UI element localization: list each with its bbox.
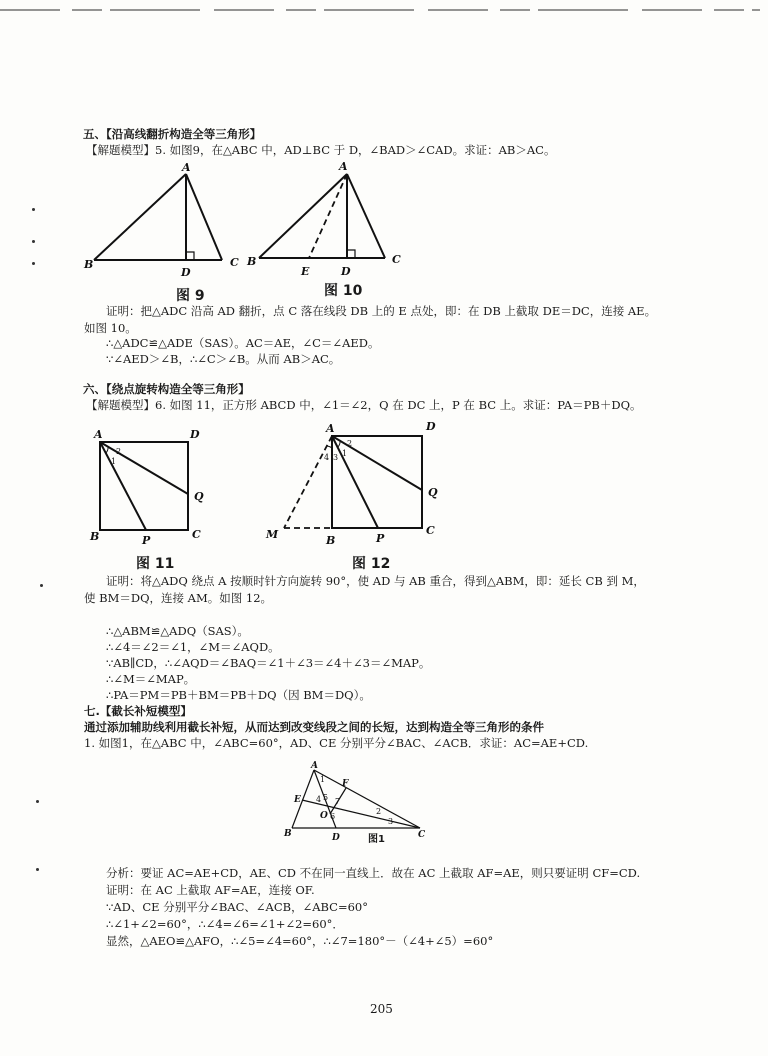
section6-proof-7: ∴PA＝PM＝PB＋BM＝PB＋DQ（因 BM＝DQ）。: [106, 688, 371, 702]
scan-mark: [36, 868, 39, 871]
label-D: D: [332, 833, 340, 843]
angle-2: 2: [347, 439, 353, 448]
section5-proof-1: 证明：把△ADC 沿高 AD 翻折，点 C 落在线段 DB 上的 E 点处，即：在 DB 上截取 DE＝DC，连接 AE。: [106, 304, 657, 318]
section7-proof-2: ∵AD、CE 分别平分∠BAC、∠ACB，∠ABC=60°: [106, 900, 368, 914]
figure-12: [262, 416, 452, 551]
label-A: A: [311, 761, 318, 771]
label-D: D: [181, 266, 191, 279]
angle-5: 5: [323, 793, 329, 802]
scan-mark: [32, 208, 35, 211]
figure-11: [84, 420, 214, 550]
label-A: A: [94, 428, 103, 441]
angle-3: 3: [333, 453, 339, 462]
label-C: C: [426, 524, 435, 537]
label-A: A: [182, 161, 191, 174]
label-D: D: [341, 265, 351, 278]
angle-2: 2: [116, 447, 122, 456]
angle-6: 6: [330, 812, 336, 821]
section7-analysis: 分析：要证 AC=AE+CD，AE、CD 不在同一直线上．故在 AC 上截取 AF=AE，则只要证明 CF=CD.: [106, 866, 641, 880]
scan-mark: [32, 240, 35, 243]
top-border-dashes: [0, 6, 768, 14]
scan-mark: [36, 800, 39, 803]
label-Q: Q: [428, 486, 438, 499]
label-C: C: [192, 528, 201, 541]
label-M: M: [266, 528, 279, 541]
figure-1: [280, 762, 440, 852]
scan-mark: [32, 262, 35, 265]
fig9-caption: 图 9: [176, 288, 205, 304]
scan-mark: [40, 584, 43, 587]
fig11-caption: 图 11: [136, 556, 175, 572]
section6-proof-4: ∴∠4＝∠2＝∠1，∠M＝∠AQD。: [106, 640, 280, 654]
section7-problem: 1. 如图1，在△ABC 中，∠ABC=60°，AD、CE 分别平分∠BAC、∠ACB．求证：AC=AE+CD.: [84, 736, 589, 750]
section5-proof-3: ∴△ADC≌△ADE（SAS）。AC＝AE，∠C＝∠AED。: [106, 336, 380, 350]
fig12-caption: 图 12: [352, 556, 391, 572]
fig10-caption: 图 10: [324, 283, 363, 299]
section5-proof-2: 如图 10。: [84, 321, 137, 335]
angle-4: 4: [324, 453, 330, 462]
label-F: F: [342, 779, 349, 789]
angle-4: 4: [316, 795, 322, 804]
angle-2: 2: [376, 807, 382, 816]
label-A: A: [339, 160, 348, 173]
angle-1: 1: [320, 775, 326, 784]
section5-problem: 【解题模型】5. 如图9，在△ABC 中，AD⊥BC 于 D，∠BAD＞∠CAD。求证：AB＞AC。: [86, 143, 556, 157]
label-Q: Q: [194, 490, 204, 503]
section7-heading: 七.【截长补短模型】: [84, 704, 192, 718]
section6-proof-2: 使 BM＝DQ，连接 AM。如图 12。: [84, 591, 273, 605]
figure-10: [245, 160, 415, 290]
section7-subheading: 通过添加辅助线利用截长补短，从而达到改变线段之间的长短，达到构造全等三角形的条件: [84, 720, 544, 734]
section6-proof-1: 证明：将△ADQ 绕点 A 按顺时针方向旋转 90°，使 AD 与 AB 重合，得到△ABM，即：延长 CB 到 M，: [106, 574, 645, 588]
section5-proof-4: ∵∠AED＞∠B，∴∠C＞∠B。从而 AB＞AC。: [106, 352, 341, 366]
label-P: P: [376, 532, 385, 545]
label-C: C: [418, 830, 426, 840]
section6-proof-5: ∵AB∥CD，∴∠AQD＝∠BAQ＝∠1＋∠3＝∠4＋∠3＝∠MAP。: [106, 656, 431, 670]
section6-heading: 六、【绕点旋转构造全等三角形】: [83, 382, 250, 396]
label-P: P: [142, 534, 151, 547]
label-B: B: [284, 829, 292, 839]
angle-1: 1: [111, 457, 117, 466]
label-B: B: [326, 534, 336, 547]
section7-proof-4: 显然，△AEO≌△AFO，∴∠5=∠4=60°，∴∠7=180°－（∠4+∠5）=60°: [106, 934, 494, 948]
label-O: O: [320, 811, 328, 821]
section6-problem: 【解题模型】6. 如图 11，正方形 ABCD 中，∠1＝∠2，Q 在 DC 上，P 在 BC 上。求证：PA＝PB＋DQ。: [86, 398, 642, 412]
section5-heading: 五、【沿高线翻折构造全等三角形】: [83, 127, 262, 141]
section7-proof-3: ∴∠1+∠2=60°，∴∠4=∠6=∠1+∠2=60°．: [106, 917, 344, 931]
label-B: B: [247, 255, 257, 268]
section7-proof-1: 证明：在 AC 上截取 AF=AE，连接 OF.: [106, 883, 315, 897]
angle-3: 3: [388, 817, 394, 826]
fig1-caption: 图1: [368, 834, 385, 845]
label-C: C: [392, 253, 401, 266]
label-E: E: [301, 265, 310, 278]
label-D: D: [190, 428, 200, 441]
label-C: C: [230, 256, 239, 269]
label-D: D: [426, 420, 436, 433]
angle-1: 1: [342, 449, 348, 458]
label-B: B: [84, 258, 94, 271]
page-number: 205: [370, 1002, 393, 1016]
section6-proof-3: ∴△ABM≌△ADQ（SAS）。: [106, 624, 249, 638]
label-E: E: [294, 795, 301, 805]
label-B: B: [90, 530, 100, 543]
label-A: A: [326, 422, 335, 435]
angle-7: 7: [335, 797, 341, 806]
figure-9: [80, 160, 250, 290]
section6-proof-6: ∴∠M＝∠MAP。: [106, 672, 196, 686]
